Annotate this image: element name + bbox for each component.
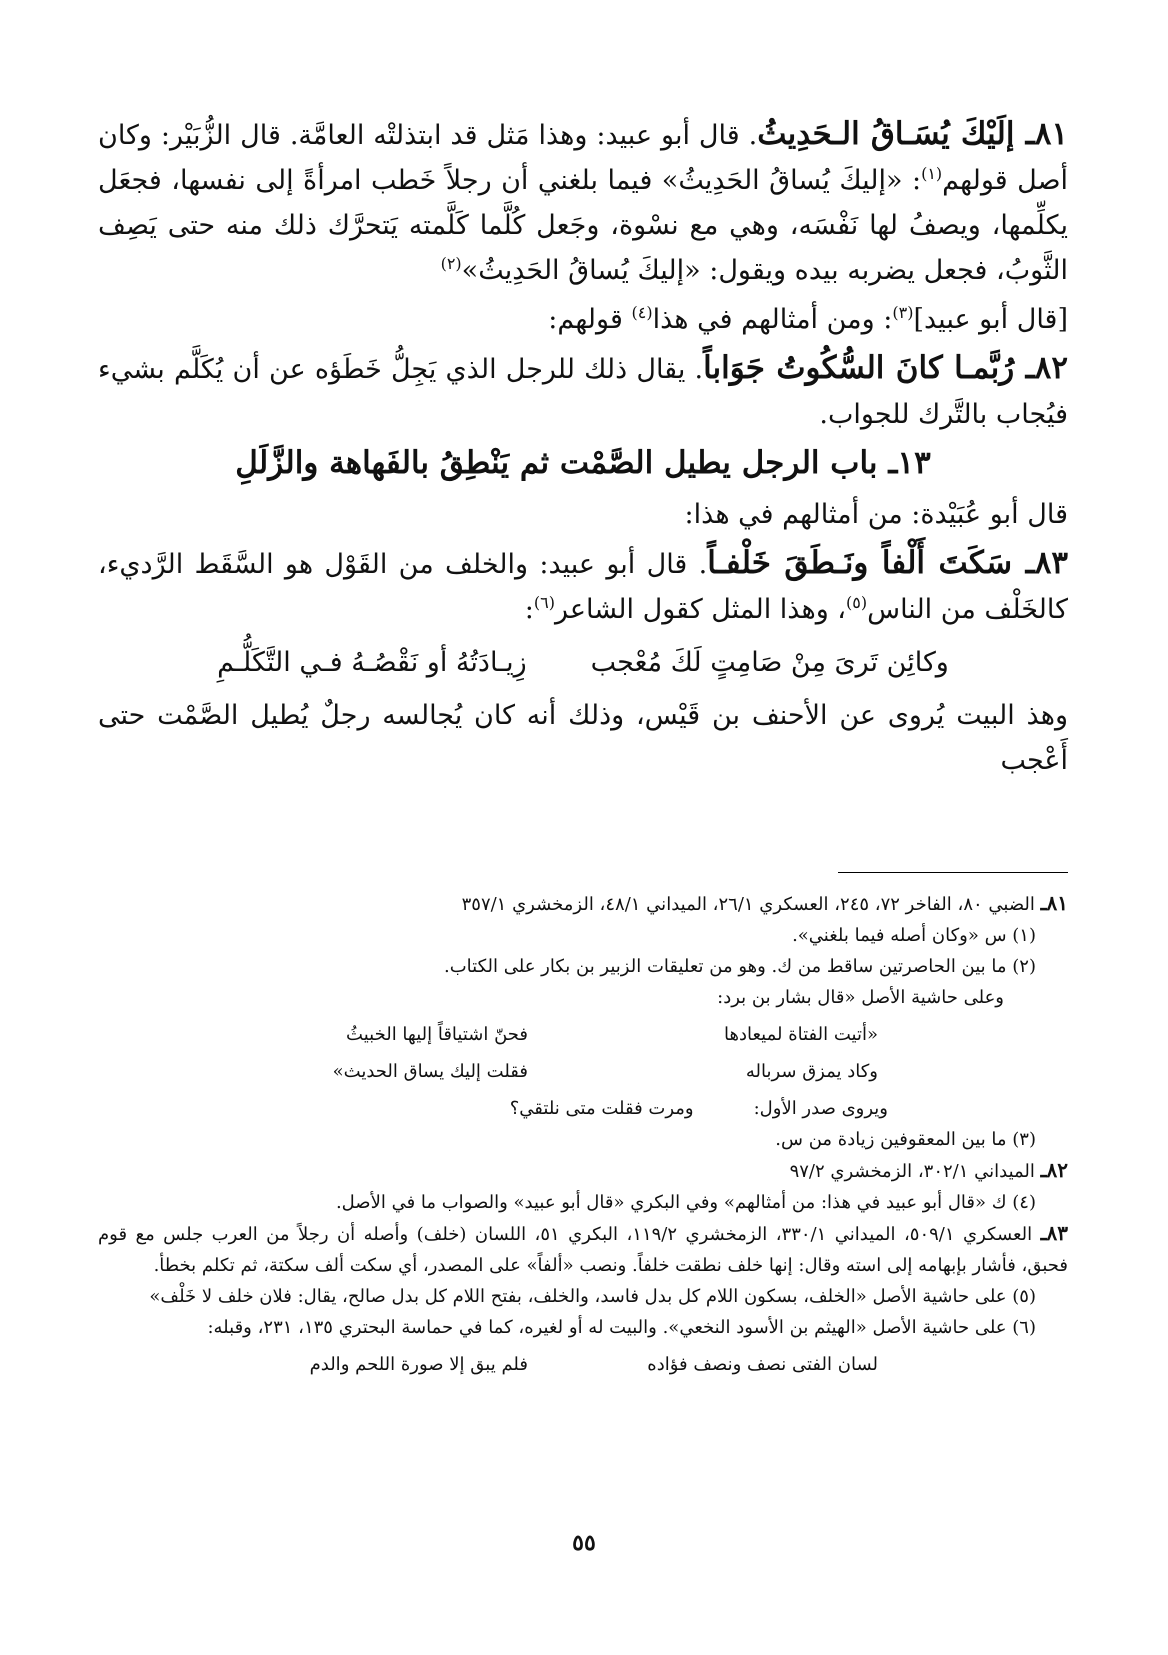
main-text xyxy=(98,112,1068,783)
entry-83-text: . قال أبو عبيد: والخلف من القَوْل هو السَّقَط الرَّديء، كالخَلْف من الناس xyxy=(98,549,1068,625)
footnote-4: (٤) ك «قال أبو عبيد في هذا: من أمثالهم» وفي البكري «قال أبو عبيد» والصواب ما في الأصل. xyxy=(335,1192,1036,1213)
poem-hemistich: فلم يبق إلا صورة اللحم والدم xyxy=(309,1354,528,1375)
entry-81-text: . قال أبو عبيد: وهذا مَثل قد ابتذلتْه العامَّة. قال الزُّبَيْر: وكان أصل قولهم xyxy=(98,120,1068,196)
intro-text-end: قولهم: xyxy=(548,304,632,335)
poetry-verse xyxy=(98,640,1068,685)
entry-82-heading: ٨٢ـ رُبَّمـا كانَ السُّكُوتُ جَوَاباً xyxy=(703,350,1068,386)
note-82-number: ٨٢ـ xyxy=(1040,1158,1068,1182)
footnote-ref-2: (٢) xyxy=(440,254,462,273)
note-82-text: الميداني ٣٠٢/١، الزمخشري ٩٧/٢ xyxy=(789,1161,1035,1182)
note-82 xyxy=(98,1155,1068,1187)
footnote-ref-1: (١) xyxy=(921,164,943,183)
footnote-2-cont: وعلى حاشية الأصل «قال بشار بن برد: xyxy=(717,987,1004,1008)
entry-81-heading: ٨١ـ إلَيْكَ يُسَـاقُ الـحَدِيثُ xyxy=(757,116,1068,152)
poem-hemistich: «أتيت الفتاة لميعادها xyxy=(724,1024,878,1045)
verse-second-hemistich: زِيـادَتُهُ أو نَقْصُـهُ فـي التَّكَلُّـمِ xyxy=(217,647,527,678)
note-83-text: العسكري ٥٠٩/١، الميداني ٣٣٠/١، الزمخشري ١١٩/٢، البكري ٥١، اللسان (خلف) وأصله أن رجلاً من العرب جلس مع قوم فحبق، فأشار بإبهامه إلى استه وقال: إنها خلف نطقت خلفاً. ونصب «ألفاً» على المصدر، أي سكت ألف سكتة، ثم تكلم بخطأ. xyxy=(98,1224,1068,1276)
entry-83-text-cont: ، وهذا المثل كقول الشاعر xyxy=(554,594,847,625)
poem-hemistich: فحنّ اشتياقاً إليها الخبيثُ xyxy=(346,1024,528,1045)
footnote-3: (٣) ما بين المعقوفين زيادة من س. xyxy=(775,1129,1036,1150)
footnote-poem-line-3 xyxy=(98,1349,1068,1380)
page-number: ٥٥ xyxy=(572,1530,596,1556)
footnote-1: (١) س «وكان أصله فيما بلغني». xyxy=(792,925,1036,946)
entry-82 xyxy=(98,346,1068,437)
footnotes xyxy=(98,888,1068,1386)
footnote-ref-3: (٣) xyxy=(892,303,914,322)
entry-81 xyxy=(98,112,1068,293)
bracket-text: [قال أبو عبيد] xyxy=(913,304,1068,335)
verse-first-hemistich: وكائِن تَرىَ مِنْ صَامِتٍ لَكَ مُعْجب xyxy=(590,647,949,678)
note-83 xyxy=(98,1218,1068,1281)
note-81 xyxy=(98,888,1068,920)
entry-83-colon: : xyxy=(524,594,534,625)
entry-83-heading: ٨٣ـ سَكَتَ أَلْفاً ونَـطَقَ خَلْفـاً xyxy=(707,545,1068,581)
intro-text: : ومن أمثالهم في هذا xyxy=(652,304,893,335)
note-81-text: الضبي ٨٠، الفاخر ٧٢، ٢٤٥، العسكري ٢٦/١، الميداني ٤٨/١، الزمخشري ٣٥٧/١ xyxy=(461,894,1035,915)
poem-hemistich: لسان الفتى نصف ونصف فؤاده xyxy=(647,1354,878,1375)
footnote-divider xyxy=(838,872,1068,873)
footnote-2: (٢) ما بين الحاصرتين ساقط من ك. وهو من تعليقات الزبير بن بكار على الكتاب. xyxy=(444,956,1036,977)
footnote-poem-line-1 xyxy=(98,1019,1068,1050)
variant-label: ويروى صدر الأول: xyxy=(753,1098,888,1119)
footnote-ref-4: (٤) xyxy=(631,303,653,322)
entry-81-text-cont: : «إليكَ يُساقُ الحَدِيثُ» فيما بلغني أن رجلاً خَطب امرأةً إلى نفسها، فجعَل يكلِّمها، ويصفُ لها نَفْسَه، وهي مع نسْوة، وجَعل كُلَّما كَلَّمته يَتحرَّك ذلك منه حتى يَصِف الثَّوبُ، فجعل يضربه بيده ويقول: «إليكَ يُساقُ الحَدِيثُ» xyxy=(98,165,1068,286)
footnote-6: (٦) على حاشية الأصل «الهيثم بن الأسود النخعي». والبيت له أو لغيره، كما في حماسة البحتري ١٣٥، ٢٣١، وقبله: xyxy=(207,1317,1036,1338)
poem-hemistich: وكاد يمزق سرباله xyxy=(745,1061,878,1082)
closing-line: وهذ البيت يُروى عن الأحنف بن قَيْس، وذلك أنه كان يُجالسه رجلٌ يُطيل الصَّمْت حتى أَعْجب xyxy=(98,700,1068,776)
footnote-ref-6: (٦) xyxy=(533,593,555,612)
entry-83 xyxy=(98,541,1068,632)
entry-82-text: . يقال ذلك للرجل الذي يَجِلُّ خَطَؤه عن أن يُكَلَّم بشيء فيُجاب بالتَّرك للجواب. xyxy=(98,354,1068,430)
chapter-heading: ١٣ـ باب الرجل يطيل الصَّمْت ثم يَنْطِقُ بالفَهاهة والزَّلَلِ xyxy=(235,445,931,481)
poem-hemistich: فقلت إليك يساق الحديث» xyxy=(332,1061,528,1082)
footnote-ref-5: (٥) xyxy=(846,593,868,612)
note-81-number: ٨١ـ xyxy=(1040,891,1068,915)
footnote-poem-line-2 xyxy=(98,1056,1068,1087)
footnote-5: (٥) على حاشية الأصل «الخلف، بسكون اللام كل بدل فاسد، والخلف، بفتح اللام كل بدل صالح، يقال: فلان خلف لا خَلْف» xyxy=(149,1286,1036,1307)
variant-reading xyxy=(98,1093,1068,1124)
abu-ubayda-line: قال أبو عُبَيْدة: من أمثالهم في هذا: xyxy=(684,499,1068,530)
note-83-number: ٨٣ـ xyxy=(1040,1221,1068,1245)
abu-ubaid-line xyxy=(98,297,1068,342)
variant-text: ومرت فقلت متى نلتقي؟ xyxy=(509,1098,694,1119)
